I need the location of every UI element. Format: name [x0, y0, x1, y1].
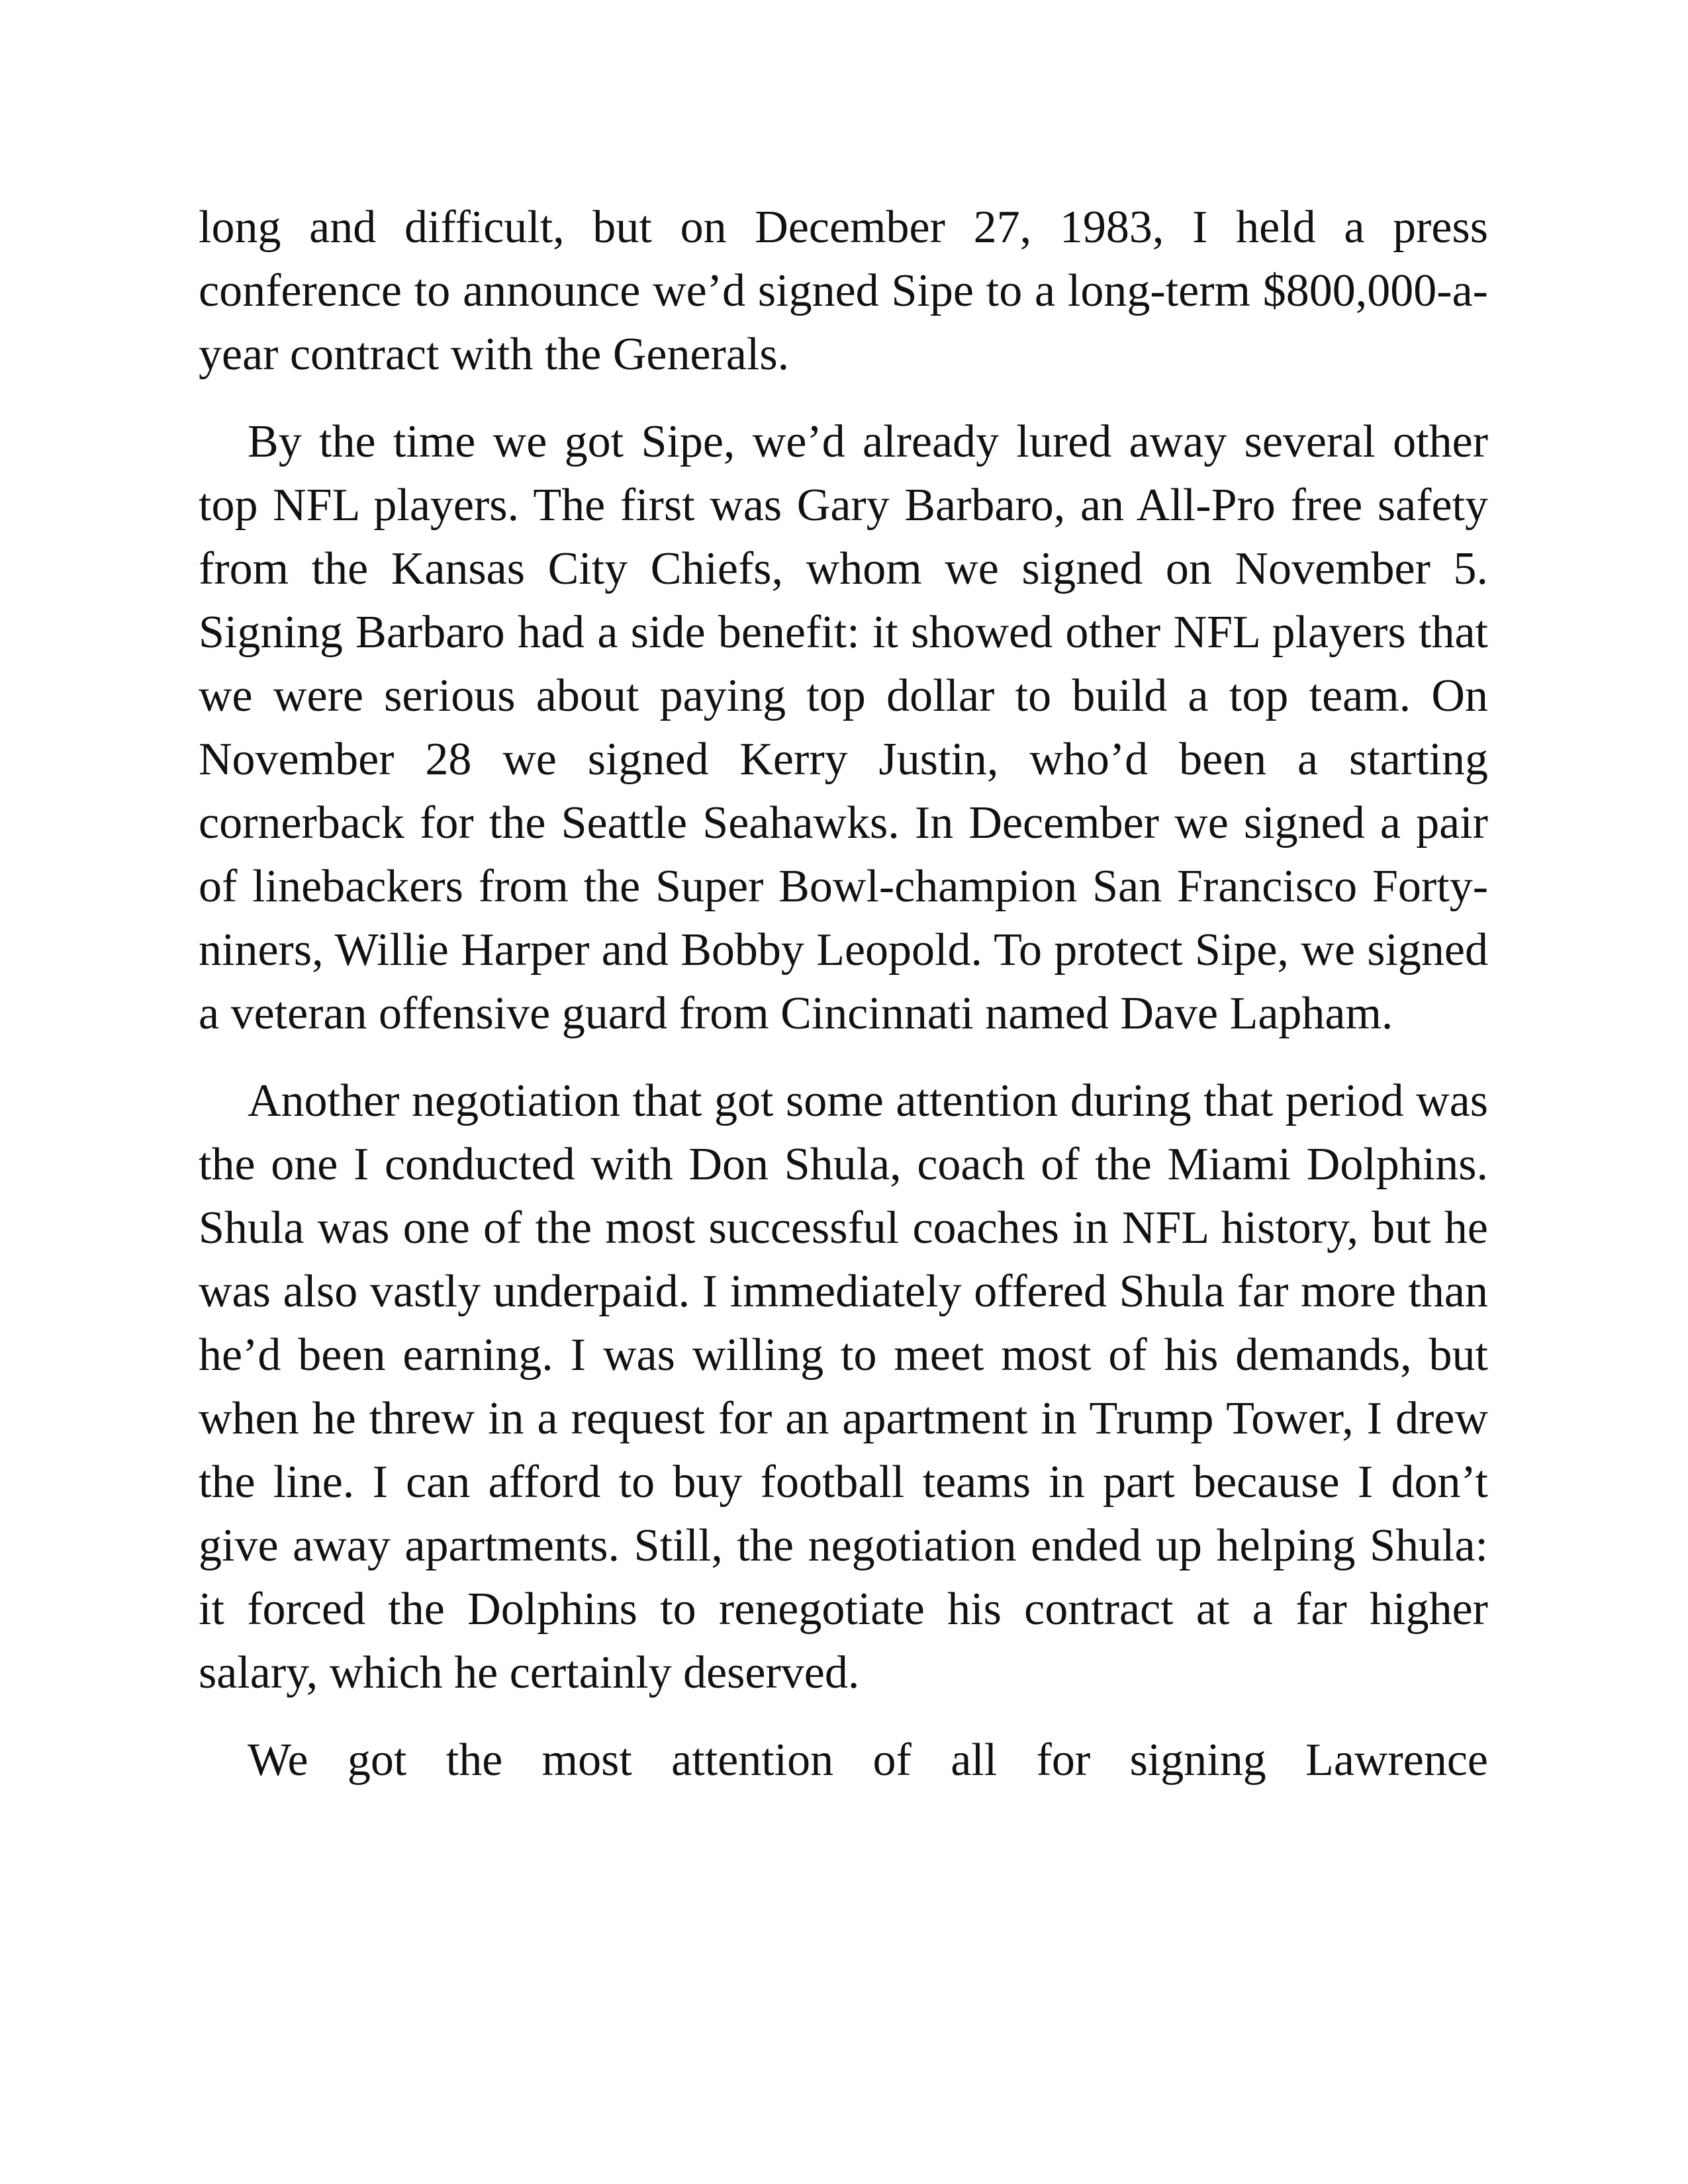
paragraph-continuation: long and difficult, but on December 27, 1983, I held a press conference to announce we’d signed Sipe to a long-term $800,000-a-year contract with the Generals. [199, 202, 1488, 380]
paragraph-sipe-signings: By the time we got Sipe, we’d already lured away several other top NFL players. The first was Gary Barbaro, an All-Pro free safety from the Kansas City Chiefs, whom we signed on November 5. Signing Barbaro had a side benefit: it showed other NFL players that we were serious about paying top dollar to build a top team. On November 28 we signed Kerry Justin, who’d been a starting cornerback for the Seattle Seahawks. In December we signed a pair of linebackers from the Super Bowl-champion San Francisco Forty-niners, Willie Harper and Bobby Leopold. To protect Sipe, we signed a veteran offensive guard from Cincinnati named Dave Lapham. [199, 416, 1488, 1039]
body-text [199, 196, 1488, 1816]
paragraph-lawrence-start: We got the most attention of all for signing Lawrence [248, 1735, 1488, 1786]
paragraph-shula-negotiation: Another negotiation that got some attention during that period was the one I conducted with Don Shula, coach of the Miami Dolphins. Shula was one of the most successful coaches in NFL history, but he was also vastly underpaid. I immediately offered Shula far more than he’d been earning. I was willing to meet most of his demands, but when he threw in a request for an apartment in Trump Tower, I drew the line. I can afford to buy football teams in part because I don’t give away apartments. Still, the negotiation ended up helping Shula: it forced the Dolphins to renegotiate his contract at a far higher salary, which he certainly deserved. [199, 1075, 1488, 1698]
